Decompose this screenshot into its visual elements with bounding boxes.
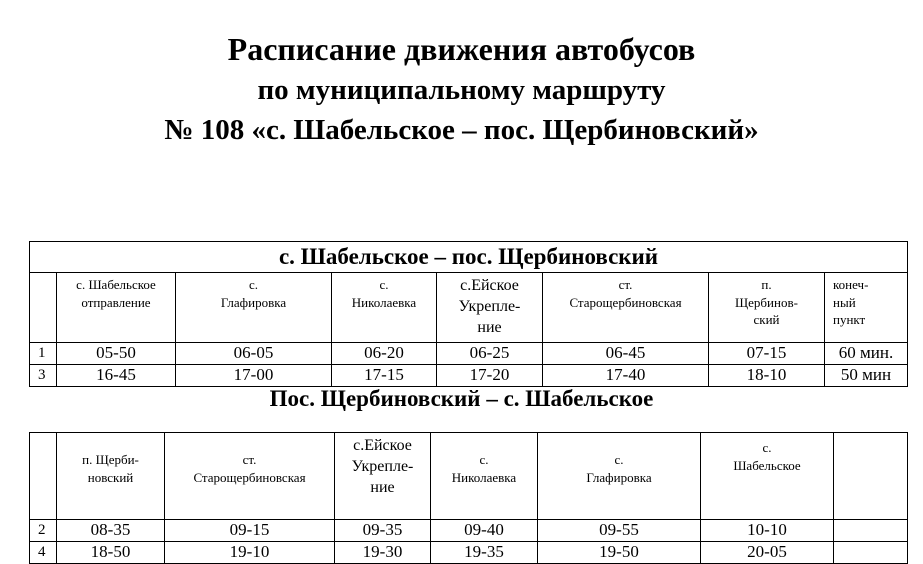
header-cell-shabelskoe: с. Шабельское (701, 433, 834, 520)
table-row (30, 343, 908, 365)
time-cell: 18-10 (709, 365, 825, 387)
time-cell: 19-35 (431, 542, 538, 564)
header-cell-shcherbinovsky: п. Щербинов- ский (709, 273, 825, 343)
header-cell-number (30, 433, 57, 520)
trip-number: 1 (30, 343, 57, 365)
time-cell: 06-25 (437, 343, 543, 365)
trip-number: 3 (30, 365, 57, 387)
time-cell: 09-40 (431, 520, 538, 542)
header-cell-shabelskoe: с. Шабельское отправление (57, 273, 176, 343)
return-route-caption: Пос. Щербиновский – с. Шабельское (269, 386, 654, 411)
time-cell: 06-45 (543, 343, 709, 365)
time-cell: 07-15 (709, 343, 825, 365)
time-cell: 16-45 (57, 365, 176, 387)
page-subtitle: по муниципальному маршруту (257, 74, 666, 106)
table-caption: с. Шабельское – пос. Щербиновский (30, 242, 908, 273)
route-title: № 108 «с. Шабельское – пос. Щербиновский» (164, 114, 759, 146)
header-cell-nikolaevka: с. Николаевка (332, 273, 437, 343)
time-cell: 17-15 (332, 365, 437, 387)
schedule-table-return (29, 432, 908, 564)
time-cell: 18-50 (57, 542, 165, 564)
time-cell: 09-35 (335, 520, 431, 542)
header-cell-staroshcherbinovskaya: ст. Старощербиновская (165, 433, 335, 520)
header-cell-staroshcherbinovskaya: ст. Старощербиновская (543, 273, 709, 343)
empty-cell (834, 520, 908, 542)
table-row (30, 542, 908, 564)
time-cell: 17-40 (543, 365, 709, 387)
time-cell: 20-05 (701, 542, 834, 564)
time-cell: 06-05 (176, 343, 332, 365)
time-cell: 10-10 (701, 520, 834, 542)
time-cell: 08-35 (57, 520, 165, 542)
header-cell-final-point: конеч- ный пункт (825, 273, 908, 343)
time-cell: 19-30 (335, 542, 431, 564)
header-cell-shcherbinovsky: п. Щерби- новский (57, 433, 165, 520)
page-title: Расписание движения автобусов (227, 31, 696, 67)
time-cell: 06-20 (332, 343, 437, 365)
time-cell: 05-50 (57, 343, 176, 365)
time-cell: 09-55 (538, 520, 701, 542)
header-cell-empty (834, 433, 908, 520)
duration-cell: 60 мин. (825, 343, 908, 365)
duration-cell: 50 мин (825, 365, 908, 387)
header-cell-glafirovka: с. Глафировка (538, 433, 701, 520)
table-row (30, 365, 908, 387)
table-row (30, 520, 908, 542)
header-cell-eyskoe: с.Ейское Укрепле- ние (437, 273, 543, 343)
time-cell: 09-15 (165, 520, 335, 542)
trip-number: 4 (30, 542, 57, 564)
header-cell-number (30, 273, 57, 343)
trip-number: 2 (30, 520, 57, 542)
schedule-table-outbound (29, 241, 908, 387)
header-cell-eyskoe: с.Ейское Укрепле- ние (335, 433, 431, 520)
header-cell-nikolaevka: с. Николаевка (431, 433, 538, 520)
empty-cell (834, 542, 908, 564)
time-cell: 17-00 (176, 365, 332, 387)
time-cell: 19-10 (165, 542, 335, 564)
header-cell-glafirovka: с. Глафировка (176, 273, 332, 343)
time-cell: 19-50 (538, 542, 701, 564)
time-cell: 17-20 (437, 365, 543, 387)
